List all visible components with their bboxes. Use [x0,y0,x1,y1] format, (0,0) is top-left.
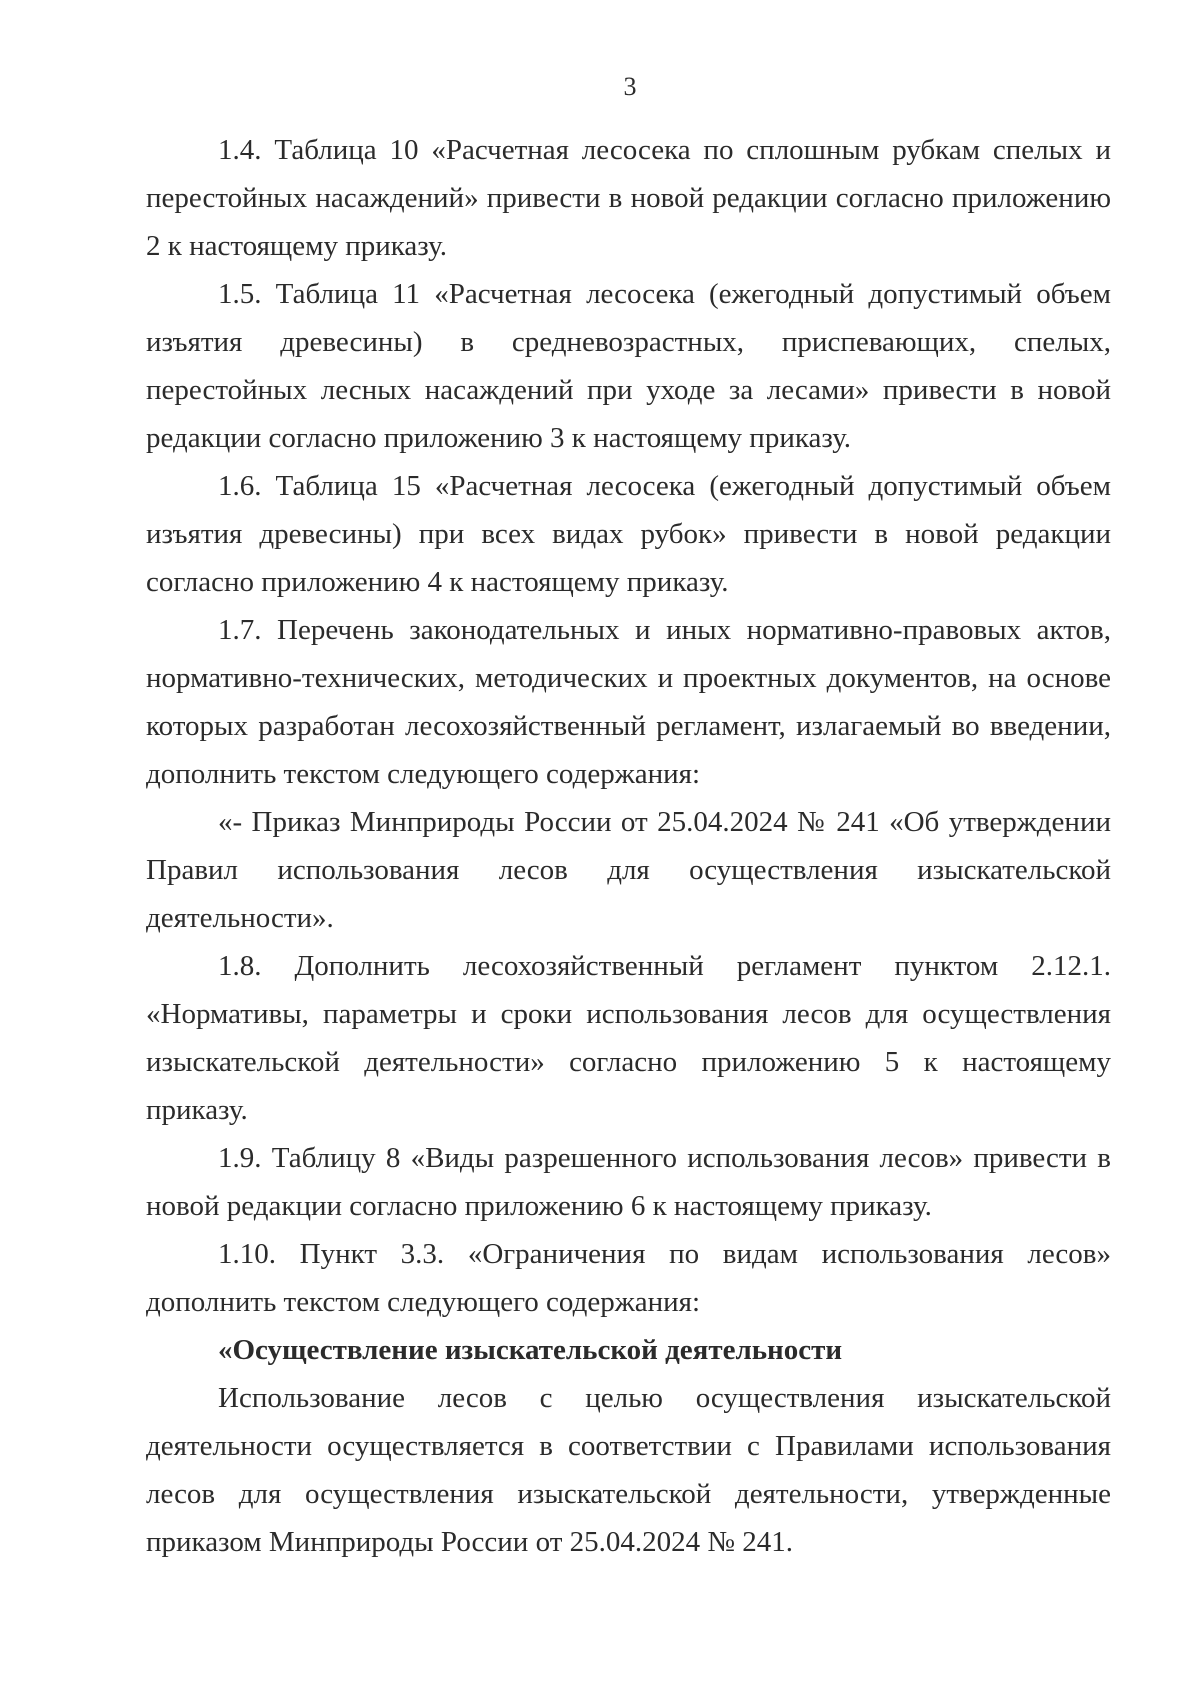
section-heading: «Осуществление изыскательской деятельности [218,1334,843,1366]
document-body [146,126,1111,1566]
paragraph-1-8: 1.8. Дополнить лесохозяйственный регламент пунктом 2.12.1. «Нормативы, параметры и сроки использования лесов для осуществления изыскательской деятельности» согласно приложению 5 к настоящему приказу. [146,950,1111,1126]
paragraph-1-10: 1.10. Пункт 3.3. «Ограничения по видам использования лесов» дополнить текстом следующего содержания: [146,1238,1111,1318]
paragraph-1-9: 1.9. Таблицу 8 «Виды разрешенного использования лесов» привести в новой редакции согласно приложению 6 к настоящему приказу. [146,1142,1111,1222]
paragraph-1-6: 1.6. Таблица 15 «Расчетная лесосека (ежегодный допустимый объем изъятия древесины) при всех видах рубок» привести в новой редакции согласно приложению 4 к настоящему приказу. [146,470,1111,598]
paragraph-1-7: 1.7. Перечень законодательных и иных нормативно-правовых актов, нормативно-технических, методических и проектных документов, на основе которых разработан лесохозяйственный регламент, излагаемый во введении, дополнить текстом следующего содержания: [146,614,1111,790]
page-number: 3 [623,72,637,101]
paragraph-1-4: 1.4. Таблица 10 «Расчетная лесосека по сплошным рубкам спелых и перестойных насаждений» привести в новой редакции согласно приложению 2 к настоящему приказу. [146,134,1111,262]
paragraph-order-quote: «- Приказ Минприроды России от 25.04.2024 № 241 «Об утверждении Правил использования лесов для осуществления изыскательской деятельности». [146,806,1111,934]
paragraph-survey-usage: Использование лесов с целью осуществления изыскательской деятельности осуществляется в соответствии с Правилами использования лесов для осуществления изыскательской деятельности, утвержденные приказом Минприроды России от 25.04.2024 № 241. [146,1382,1111,1558]
paragraph-1-5: 1.5. Таблица 11 «Расчетная лесосека (ежегодный допустимый объем изъятия древесины) в средневозрастных, приспевающих, спелых, перестойных лесных насаждений при уходе за лесами» привести в новой редакции согласно приложению 3 к настоящему приказу. [146,278,1111,454]
